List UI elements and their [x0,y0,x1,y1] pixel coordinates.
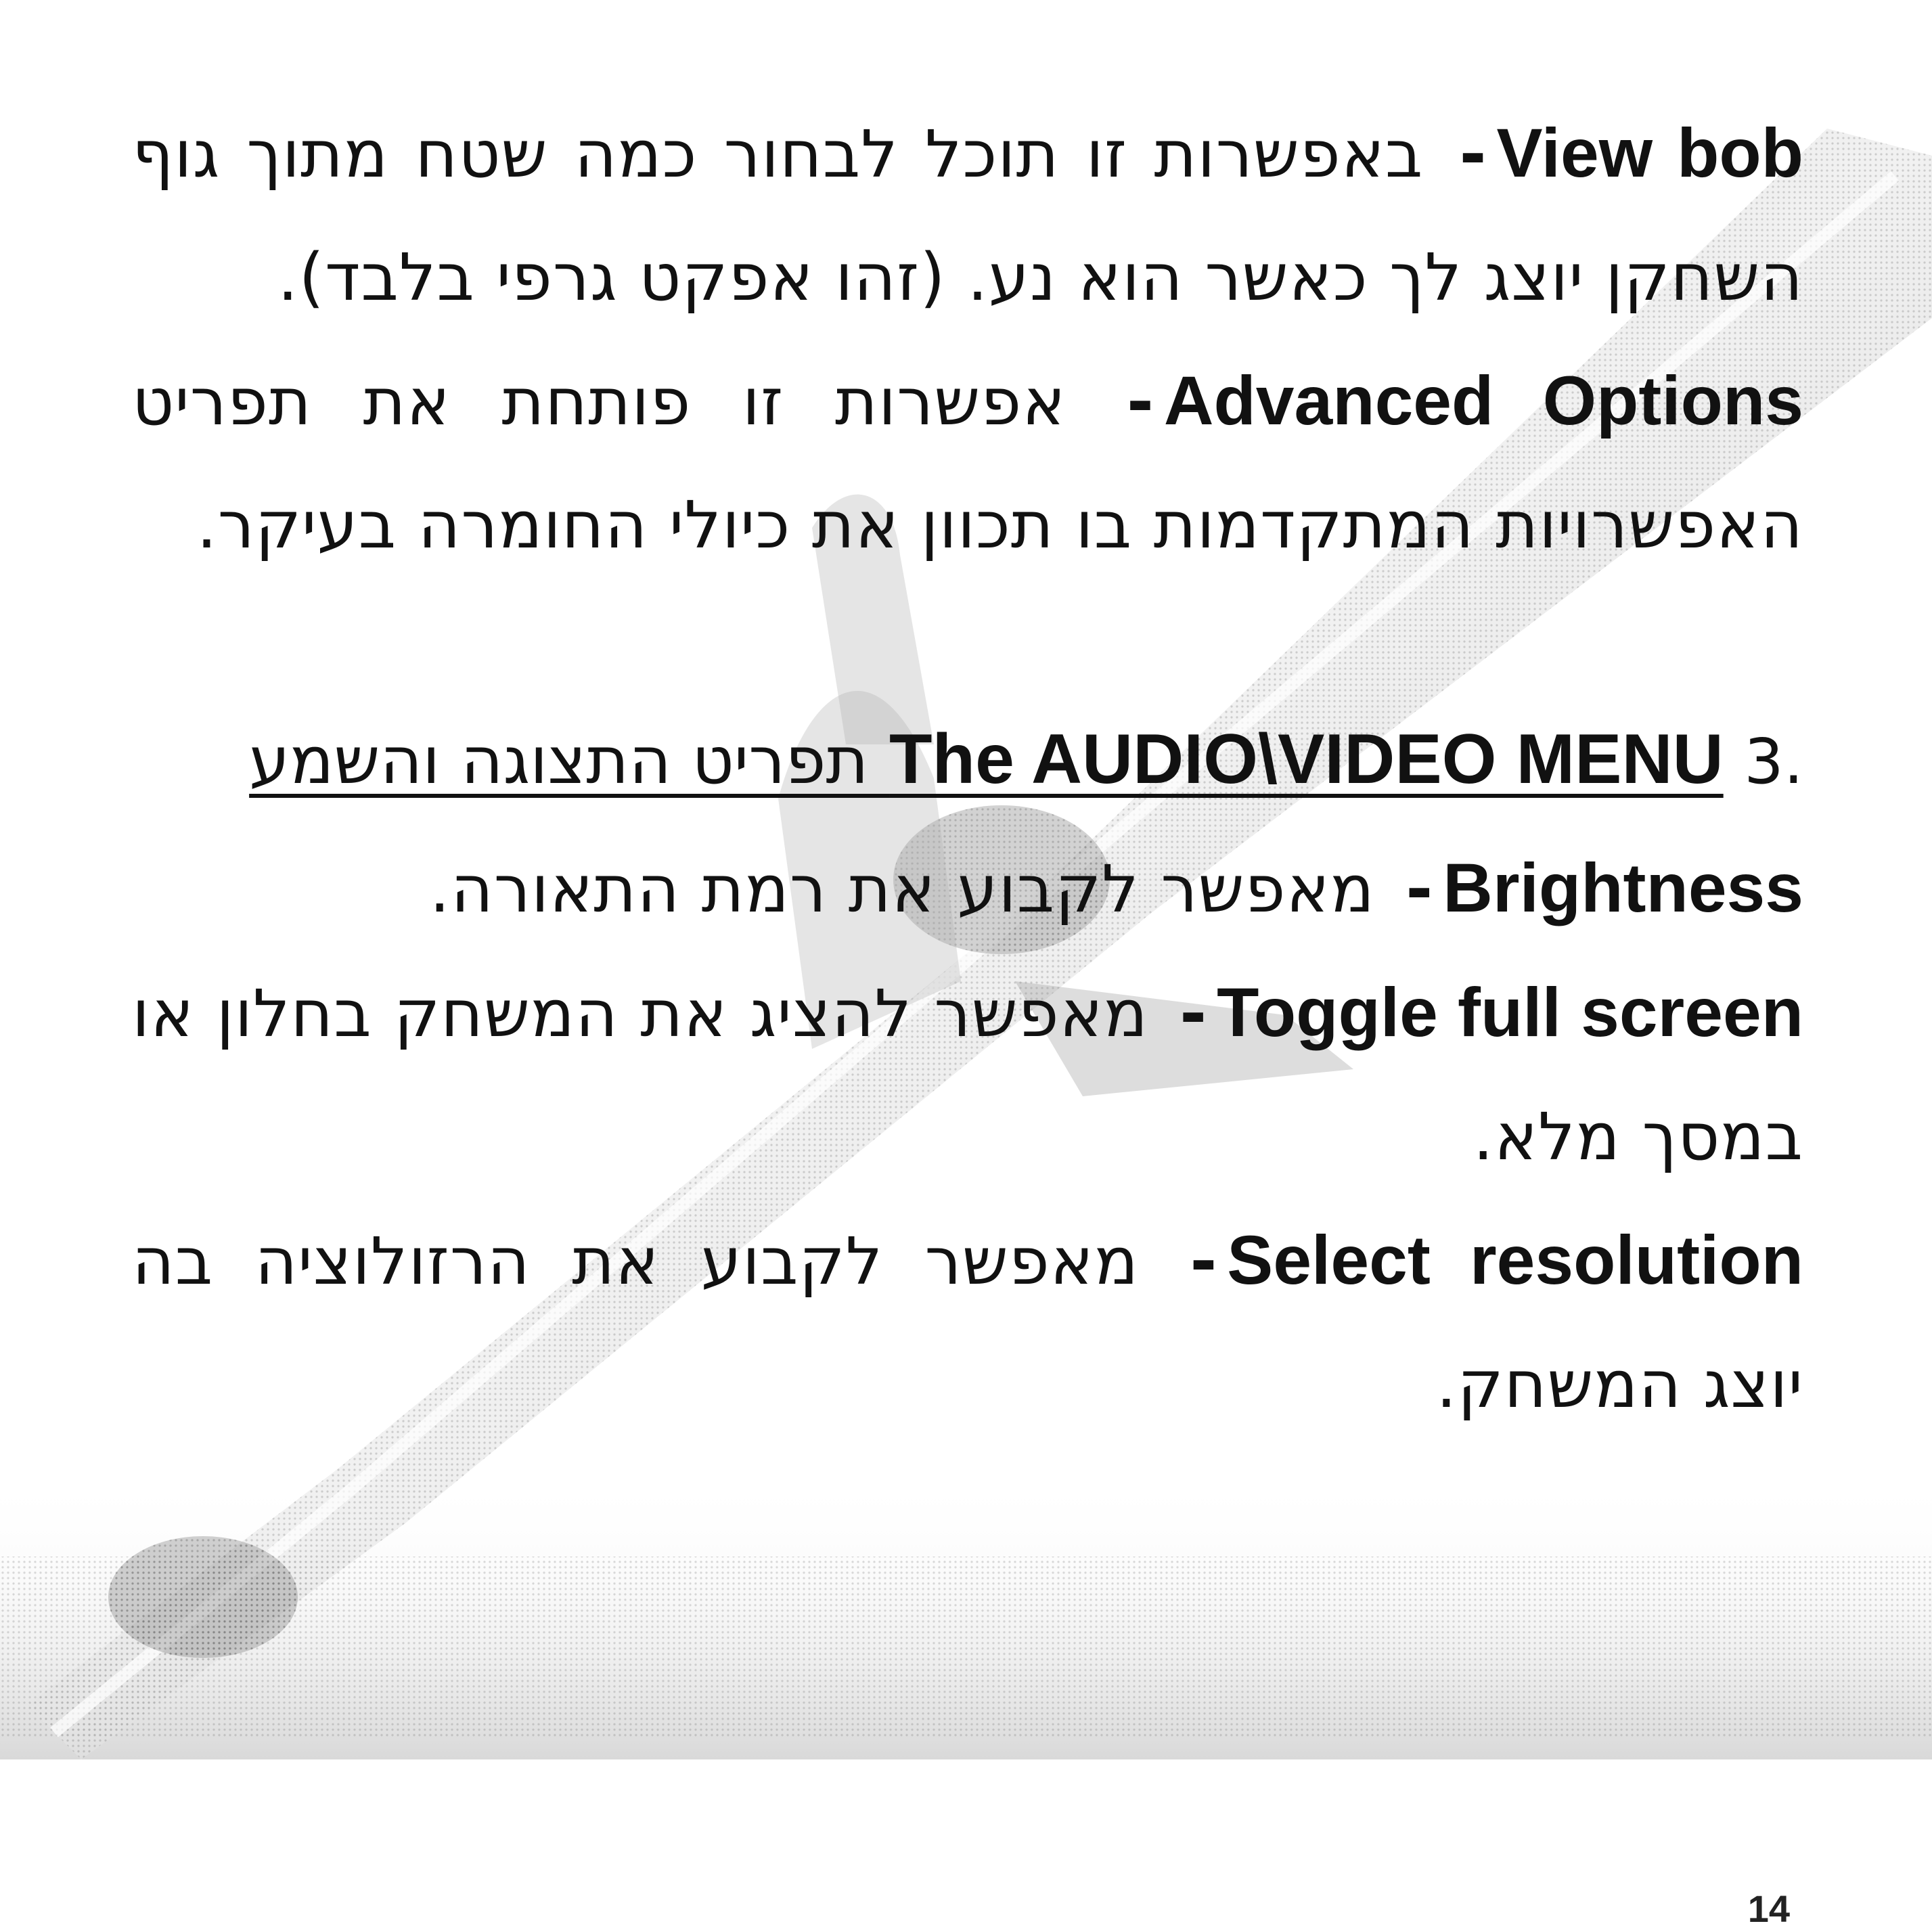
option-dash: - [1406,851,1434,927]
option-term: Advanced Options [1163,362,1804,439]
section-heading [132,695,1803,826]
page-text [132,91,1803,1446]
section-title [249,720,1724,799]
option-term: Toggle full screen [1217,974,1804,1051]
option-term: Brightness [1443,849,1803,926]
option-description: מאפשר לקבוע את רמת התאורה. [429,851,1375,927]
option-description: באפשרות זו תוכל לבחור כמה שטח מתוך גוף השחקן יוצג לך כאשר הוא נע. (זהו אפקט גרפי בלבד). [132,116,1803,315]
option-description: מאפשר לקבוע את הרזולוציה בה יוצג המשחק. [132,1224,1803,1422]
option-term: Select resolution [1227,1221,1804,1299]
option-term: View bob [1496,114,1803,192]
option-dash: - [1127,364,1154,440]
option-select-resolution [132,1198,1803,1446]
option-advanced-options [132,339,1803,587]
section-number: .3 [1744,725,1803,798]
option-dash: - [1190,1224,1218,1299]
section-title-en: The AUDIO\VIDEO MENU [889,720,1724,799]
option-toggle-full-screen [132,951,1803,1198]
option-dash: - [1180,976,1208,1052]
option-description: אפשרות זו פותחת את תפריט האפשרויות המתקדמות בו תכוון את כיולי החומרה בעיקר. [132,364,1803,563]
option-description: מאפשר להציג את המשחק בחלון או במסך מלא. [132,976,1803,1175]
page-number: 14 [1747,1887,1790,1930]
option-view-bob [132,91,1803,339]
section-title-he: תפריט התצוגה והשמע [249,723,869,799]
option-dash: - [1459,116,1487,192]
option-brightness [132,826,1803,951]
